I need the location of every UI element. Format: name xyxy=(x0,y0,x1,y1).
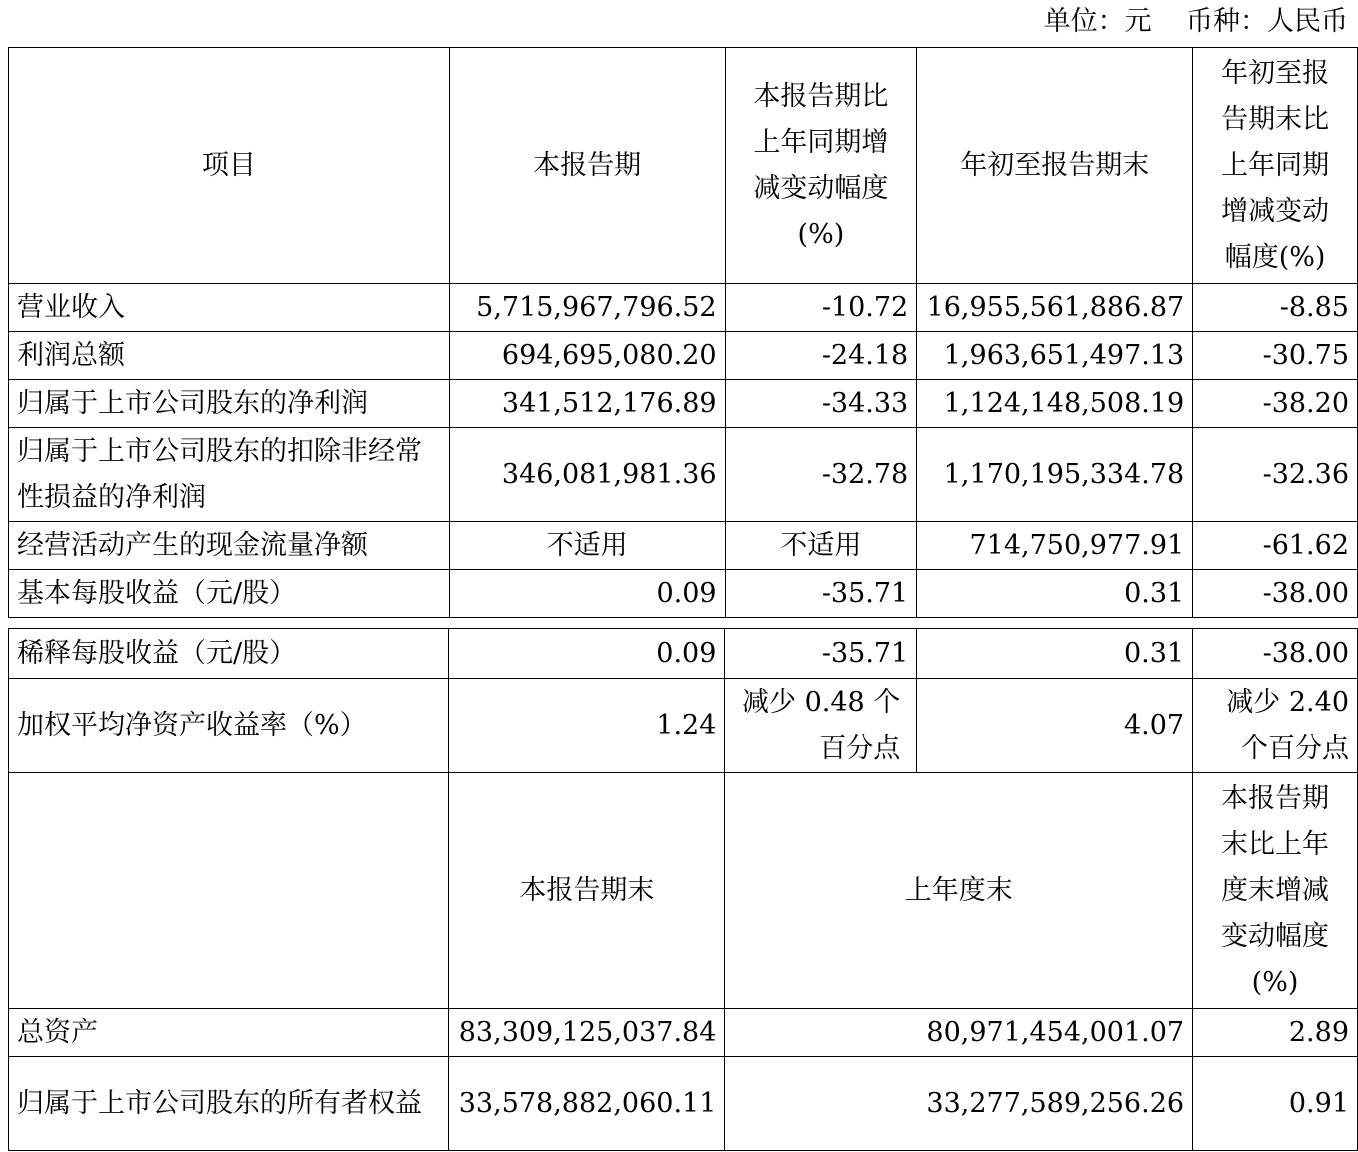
row-ytd: 1,963,651,497.13 xyxy=(917,332,1193,380)
row-item: 归属于上市公司股东的扣除非经常性损益的净利润 xyxy=(9,428,450,522)
row-current-change: 减少 0.48 个百分点 xyxy=(725,679,917,773)
row-current: 694,695,080.20 xyxy=(449,332,725,380)
row-ytd-change: -8.85 xyxy=(1193,284,1358,332)
row-current: 不适用 xyxy=(449,522,725,570)
row-ytd-change: -32.36 xyxy=(1193,428,1358,522)
row-ytd-change: -30.75 xyxy=(1193,332,1358,380)
row-current: 0.09 xyxy=(449,629,725,679)
row-ytd: 1,124,148,508.19 xyxy=(917,380,1193,428)
header-ytd-change: 年初至报告期末比上年同期增减变动幅度(%) xyxy=(1193,48,1358,284)
subheader-period-end: 本报告期末 xyxy=(449,773,725,1009)
subheader-change: 本报告期末比上年度末增减变动幅度(%) xyxy=(1193,773,1358,1009)
row-current: 0.09 xyxy=(449,570,725,618)
table-row xyxy=(9,1009,1358,1057)
row-current-change: 不适用 xyxy=(725,522,917,570)
table-row xyxy=(9,629,1358,679)
subheader-prior-year-end: 上年度末 xyxy=(725,773,1193,1009)
row-ytd: 1,170,195,334.78 xyxy=(917,428,1193,522)
row-ytd: 0.31 xyxy=(917,570,1193,618)
financial-data-table-upper xyxy=(8,47,1358,618)
table-row xyxy=(9,332,1358,380)
subheader-item xyxy=(9,773,449,1009)
row-item: 总资产 xyxy=(9,1009,449,1057)
row-item: 加权平均净资产收益率（%） xyxy=(9,679,449,773)
financial-data-table-lower xyxy=(8,628,1358,1151)
row-current: 5,715,967,796.52 xyxy=(449,284,725,332)
row-ytd: 4.07 xyxy=(917,679,1193,773)
row-current: 346,081,981.36 xyxy=(449,428,725,522)
row-ytd: 16,955,561,886.87 xyxy=(917,284,1193,332)
header-item: 项目 xyxy=(9,48,450,284)
row-item: 基本每股收益（元/股） xyxy=(9,570,450,618)
row-ytd-change: -38.00 xyxy=(1193,570,1358,618)
row-ytd: 0.31 xyxy=(917,629,1193,679)
row-item: 营业收入 xyxy=(9,284,450,332)
table-row xyxy=(9,380,1358,428)
row-item: 归属于上市公司股东的所有者权益 xyxy=(9,1057,449,1151)
row-prior-year-end: 80,971,454,001.07 xyxy=(725,1009,1193,1057)
table-row xyxy=(9,1057,1358,1151)
row-current-change: -32.78 xyxy=(725,428,917,522)
row-current: 341,512,176.89 xyxy=(449,380,725,428)
row-ytd-change: -61.62 xyxy=(1193,522,1358,570)
table-row xyxy=(9,679,1358,773)
row-current-change: -24.18 xyxy=(725,332,917,380)
row-period-end: 33,578,882,060.11 xyxy=(449,1057,725,1151)
row-change: 0.91 xyxy=(1193,1057,1358,1151)
row-current: 1.24 xyxy=(449,679,725,773)
row-ytd-change: -38.00 xyxy=(1193,629,1358,679)
row-prior-year-end: 33,277,589,256.26 xyxy=(725,1057,1193,1151)
table-row xyxy=(9,428,1358,522)
row-period-end: 83,309,125,037.84 xyxy=(449,1009,725,1057)
table-row xyxy=(9,522,1358,570)
header-ytd: 年初至报告期末 xyxy=(917,48,1193,284)
row-item: 利润总额 xyxy=(9,332,450,380)
row-ytd-change: -38.20 xyxy=(1193,380,1358,428)
row-item: 归属于上市公司股东的净利润 xyxy=(9,380,450,428)
table-subheader-row xyxy=(9,773,1358,1009)
row-current-change: -35.71 xyxy=(725,570,917,618)
unit-currency-note: 单位：元 币种：人民币 xyxy=(1043,6,1348,37)
row-ytd: 714,750,977.91 xyxy=(917,522,1193,570)
row-current-change: -10.72 xyxy=(725,284,917,332)
row-ytd-change: 减少 2.40 个百分点 xyxy=(1193,679,1358,773)
header-current-period: 本报告期 xyxy=(449,48,725,284)
row-item: 稀释每股收益（元/股） xyxy=(9,629,449,679)
row-change: 2.89 xyxy=(1193,1009,1358,1057)
row-current-change: -34.33 xyxy=(725,380,917,428)
table-row xyxy=(9,570,1358,618)
header-current-change: 本报告期比上年同期增减变动幅度(%) xyxy=(725,48,917,284)
row-current-change: -35.71 xyxy=(725,629,917,679)
table-row xyxy=(9,284,1358,332)
row-item: 经营活动产生的现金流量净额 xyxy=(9,522,450,570)
table-header-row xyxy=(9,48,1358,284)
